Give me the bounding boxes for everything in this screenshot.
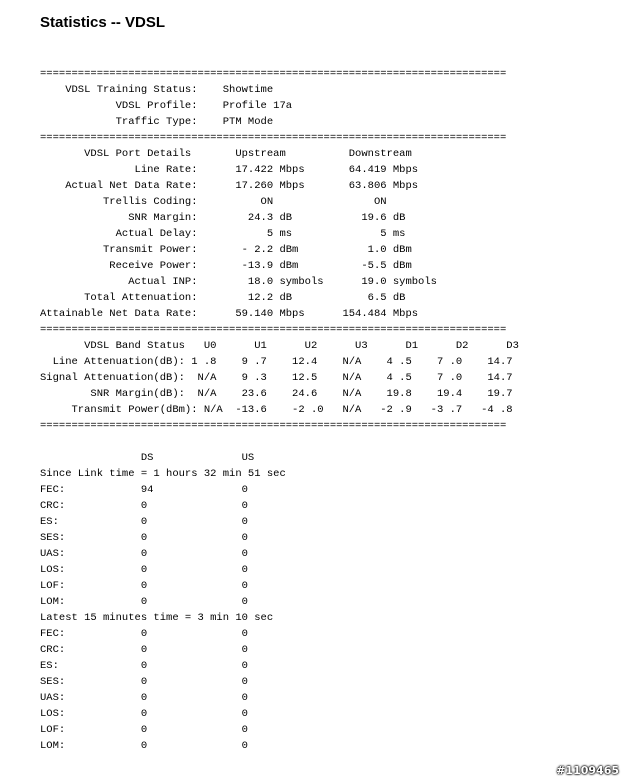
page-title: Statistics -- VDSL — [40, 14, 166, 31]
vdsl-statistics-text: ========================================================================== VDSL Training Status: Showtime VDSL Profile: Profile 17a Traffic Type: PTM Mode ========================================================================== VDSL Port Details Upstream Downstream Line Rate: 17.422 Mbps 64.419 Mbps Actual Net Data Rate: 17.260 Mbps 63.806 Mbps Trellis Coding: ON ON SNR Margin: 24.3 dB 19.6 dB Actual Delay: 5 ms 5 ms Transmit Power: - 2.2 dBm 1.0 dBm Receive Power: -13.9 dBm -5.5 dBm Actual INP: 18.0 symbols 19.0 symbols Total Attenuation: 12.2 dB 6.5 dB Attainable Net Data Rate: 59.140 Mbps 154.484 Mbps ========================================================================== VDSL Band Status U0 U1 U2 U3 D1 D2 D3 Line Attenuation(dB): 1 .8 9 .7 12.4 N/A 4 .5 7 .0 14.7 Signal Attenuation(dB): N/A 9 .3 12.5 N/A 4 .5 7 .0 14.7 SNR Margin(dB): N/A 23.6 24.6 N/A 19.8 19.4 19.7 Transmit Power(dBm): N/A -13.6 -2 .0 N/A -2 .9 -3 .7 -4 .8 ========================================================================== DS US Since Link time = 1 hours 32 min 51 sec FEC: 94 0 CRC: 0 0 ES: 0 0 SES: 0 0 UAS: 0 0 LOS: 0 0 LOF: 0 0 LOM: 0 0 Latest 15 minutes time = 3 min 10 sec FEC: 0 0 CRC: 0 0 ES: 0 0 SES: 0 0 UAS: 0 0 LOS: 0 0 LOF: 0 0 LOM: 0 0 — [40, 68, 519, 752]
watermark: #1109465 — [556, 764, 619, 777]
